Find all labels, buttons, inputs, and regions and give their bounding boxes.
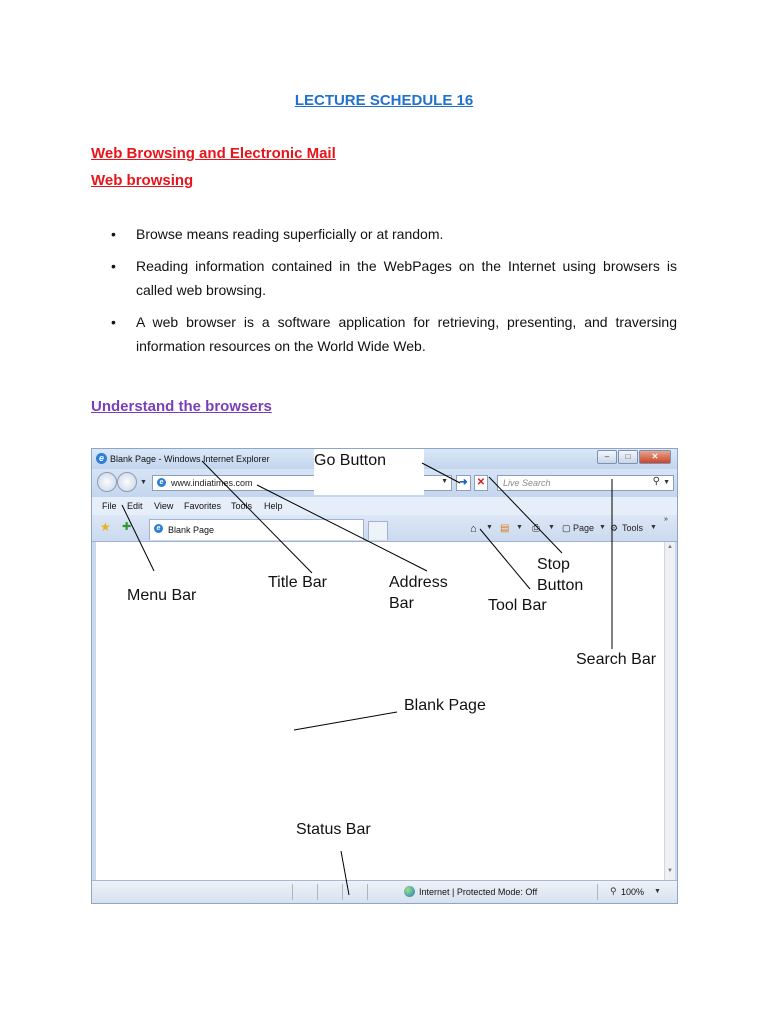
status-zone-text: Internet | Protected Mode: Off [419, 887, 538, 897]
close-icon[interactable]: ✕ [639, 450, 671, 464]
bullet-item: • A web browser is a software application for retrieving, presenting, and traversing information resources on the World Wide Web. [91, 310, 677, 358]
section-heading-web-browsing: Web browsing [91, 172, 194, 189]
address-text: www.indiatimes.com [171, 478, 253, 488]
section-heading-web-browsing-mail: Web Browsing and Electronic Mail [91, 145, 336, 162]
bullet-item: • Browse means reading superficially or at random. [91, 222, 677, 246]
tool-bar-callout: Tool Bar [488, 597, 547, 614]
search-dropdown-icon[interactable]: ▼ [663, 479, 670, 486]
feeds-icon[interactable]: ▤ [500, 523, 510, 534]
go-button-pointer [422, 463, 460, 483]
page-menu-icon[interactable]: ▢ [562, 523, 571, 533]
search-placeholder: Live Search [503, 478, 551, 488]
menu-favorites[interactable]: Favorites [184, 501, 222, 511]
window-title: Blank Page - Windows Internet Explorer [110, 454, 270, 464]
go-button-callout: Go Button [314, 452, 387, 469]
print-dropdown-icon[interactable]: ▼ [548, 524, 555, 531]
chevron-more-icon[interactable]: » [664, 516, 668, 523]
address-dropdown-icon[interactable]: ▼ [441, 478, 448, 485]
search-icon[interactable]: ⚲ [652, 476, 660, 487]
tab-page-icon: e [154, 524, 163, 533]
go-button[interactable]: ➜ [456, 475, 471, 491]
home-dropdown-icon[interactable]: ▼ [486, 524, 493, 531]
menu-file[interactable]: File [102, 501, 117, 511]
page-icon: e [157, 478, 166, 487]
add-favorites-icon[interactable]: ✚ [122, 521, 132, 533]
feeds-dropdown-icon[interactable]: ▼ [516, 524, 523, 531]
page-heading: LECTURE SCHEDULE 16 [294, 92, 474, 109]
tools-gear-icon[interactable]: ⚙ [610, 523, 619, 533]
stop-button-pointer [489, 477, 562, 553]
zoom-icon[interactable]: ⚲ [610, 886, 617, 896]
favorites-star-icon[interactable]: ★ [100, 520, 111, 534]
callout-lines [92, 449, 678, 904]
search-bar-callout: Search Bar [576, 651, 657, 668]
title-bar-callout: Title Bar [268, 574, 327, 591]
blank-page-callout: Blank Page [404, 697, 486, 714]
scroll-up-icon[interactable]: ▲ [667, 544, 673, 550]
print-icon[interactable]: ⎙ [532, 523, 540, 534]
page-dropdown-icon[interactable]: ▼ [599, 524, 606, 531]
title-bar-pointer [202, 461, 312, 573]
browser-screenshot [91, 448, 678, 904]
tools-menu[interactable]: Tools [622, 523, 644, 533]
section-heading-understand-browsers: Understand the browsers [91, 398, 272, 415]
stop-button-callout: Stop Button [537, 556, 584, 594]
zoom-dropdown-icon[interactable]: ▼ [654, 888, 661, 895]
status-bar-pointer [341, 851, 349, 895]
menu-view[interactable]: View [154, 501, 174, 511]
address-bar-callout: Address Bar [389, 574, 448, 612]
menu-help[interactable]: Help [264, 501, 283, 511]
tab-label: Blank Page [168, 525, 215, 535]
minimize-icon[interactable]: – [597, 450, 617, 464]
menu-tools[interactable]: Tools [231, 501, 253, 511]
maximize-icon[interactable]: □ [618, 450, 638, 464]
stop-button[interactable]: ✕ [474, 475, 488, 491]
home-icon[interactable]: ⌂ [470, 523, 477, 535]
blank-page-pointer [294, 712, 397, 730]
status-bar-callout: Status Bar [296, 821, 371, 838]
zoom-level[interactable]: 100% [621, 887, 645, 897]
menu-bar-pointer [122, 505, 154, 571]
ie-logo-icon: e [96, 453, 107, 464]
menu-edit[interactable]: Edit [127, 501, 143, 511]
tool-bar-pointer [480, 529, 530, 589]
history-drop-icon[interactable]: ▼ [140, 479, 147, 486]
address-bar-pointer [257, 485, 427, 571]
bullet-list [91, 222, 677, 366]
tools-dropdown-icon[interactable]: ▼ [650, 524, 657, 531]
scroll-down-icon[interactable]: ▼ [667, 868, 673, 874]
bullet-item: • Reading information contained in the WebPages on the Internet using browsers is called web browsing. [91, 254, 677, 302]
page-menu[interactable]: Page [573, 523, 595, 533]
menu-bar-callout: Menu Bar [127, 587, 197, 604]
